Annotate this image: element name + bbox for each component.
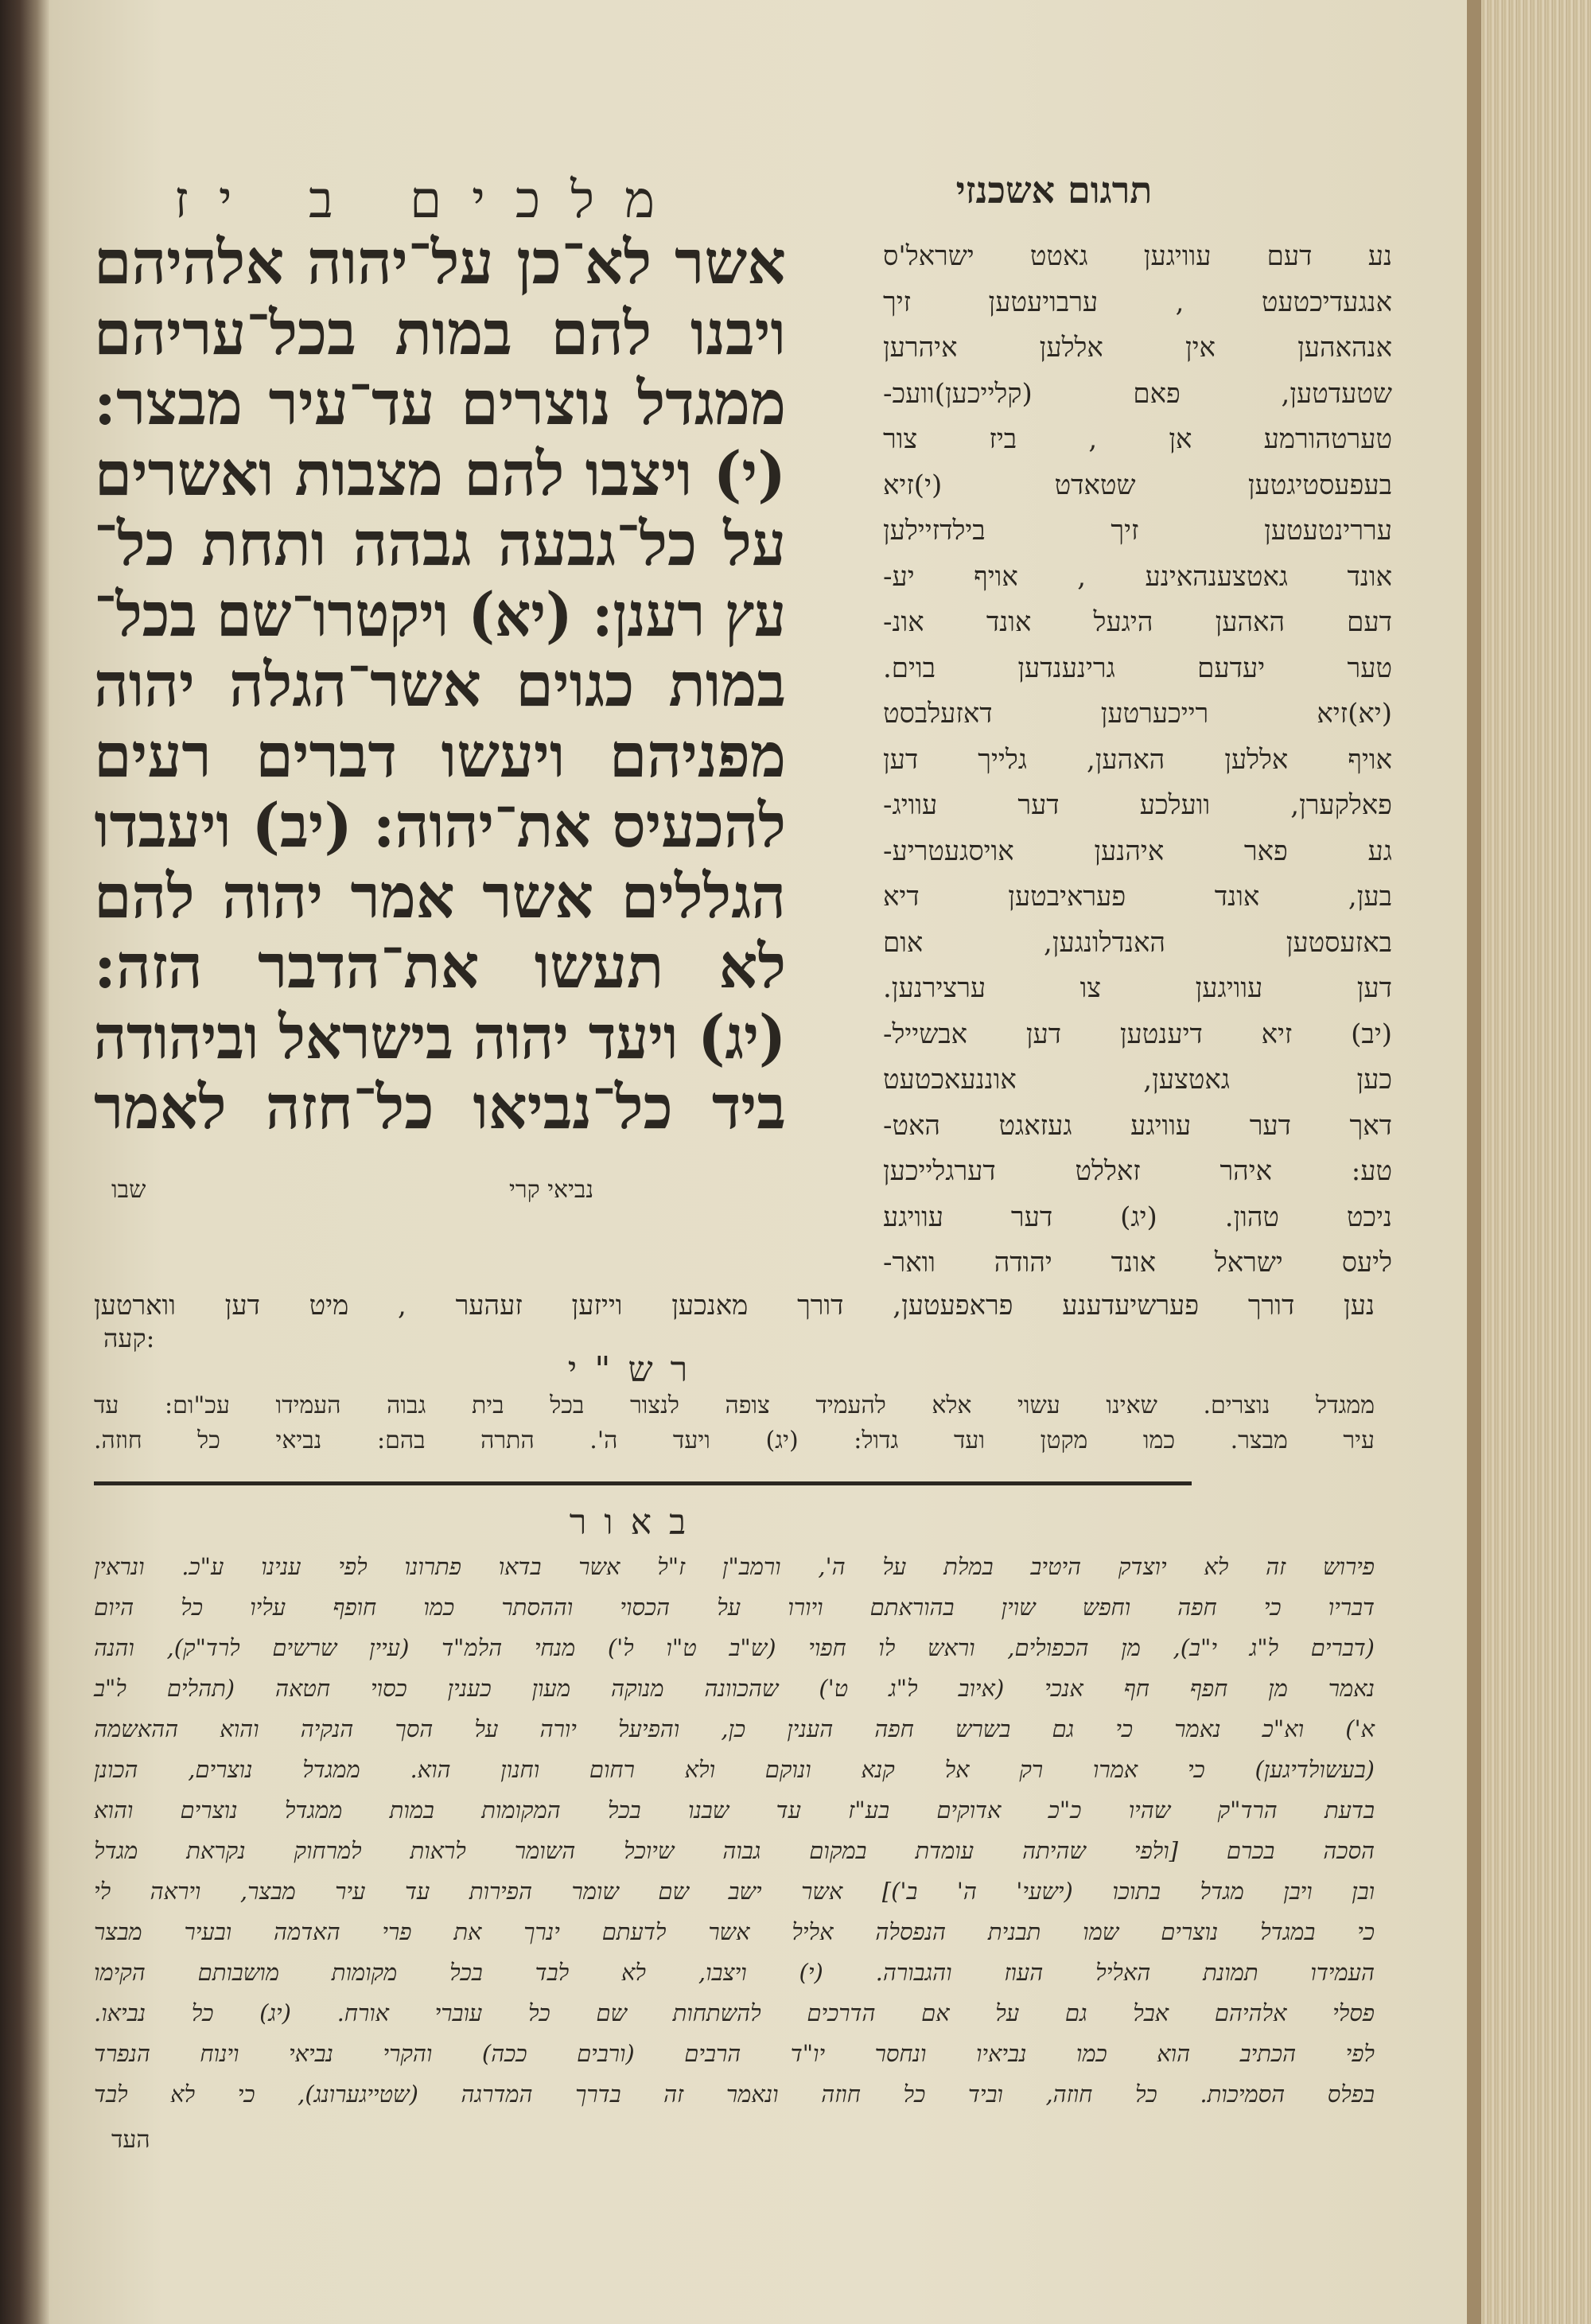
targum-line: עררינטעטען זיך בילדזיילען — [883, 515, 1392, 547]
verse-line: הגללים אשר אמר יהוה להם — [94, 860, 786, 932]
targum-line: דען עוויגען צו ערצירנען. — [883, 972, 1392, 1004]
biur-line: בפלס הסמיכות. כל חוזה, וביד כל חוזה ונאמר זה בדרך המדרגה (שטייגערונג), כי לא לבד — [94, 2081, 1375, 2108]
targum-line: נע דעם עוויגען גאטט ישראל'ס — [883, 240, 1392, 272]
section-divider — [94, 1481, 1192, 1485]
verse-line: (י) ויצבו להם מצבות ואשרים — [94, 438, 787, 509]
targum-line: כען גאטצען, אוננעאכטעט — [883, 1064, 1392, 1096]
biur-line: (בעשולדיגען) כי אמרו רק אל קנא ונוקם ולא רחום וחנון הוא. ממגדל נוצרים, הכונן — [94, 1756, 1375, 1783]
catchword-biur: העד — [111, 2126, 150, 2154]
targum-line: פאלקערן, וועלכע דער עוויג- — [883, 789, 1392, 821]
targum-line: אויף אללען האהען, גלייך דען — [883, 743, 1392, 776]
verse-line: להכעיס את־יהוה: (יב) ויעבדו — [94, 790, 786, 861]
biur-line: ובן ויבן מגדל בתוכו (ישעי' ה' ב')] אשר ישב שם שומר הפירות עד עיר מבצר, ויראה לי — [94, 1878, 1375, 1905]
keri-note: נביאי קרי — [509, 1176, 594, 1204]
biur-line: בדעת הרד"ק שהיו כ"כ אדוקים בע"ז עד שבנו בכל המקומות במות ממגדל נוצרים והוא — [94, 1797, 1375, 1824]
running-head-book: מלכים ב יז — [173, 171, 686, 230]
book-spine-shadow — [0, 0, 49, 2324]
biur-line: פירוש זה לא יוצדק היטיב במלת על ה', ורמב"ן ז"ל אשר בדאו פתרונו לפי ענינו ע"כ. ונראין — [94, 1553, 1375, 1580]
biur-line: נאמר מן חפף חף אנכי (איוב ל"ג ט') שהכוונה מנוקה מעון כענין כסוי חטאה (תהלים ל"ב — [94, 1675, 1375, 1702]
targum-line: באזעסטען האנדלונגען, אום — [883, 926, 1392, 959]
verse-line: לא תעשו את־הדבר הזה: — [94, 931, 786, 1002]
targum-line: אנגעדיכטעט , ערבויעטען זיך — [883, 286, 1392, 318]
page-edges — [1467, 0, 1591, 2324]
targum-line: שטעדטען, פאם (קלייכען)וועכ- — [883, 377, 1392, 410]
targum-line: (יב) זיא דיענטען דען אבשייל- — [883, 1018, 1392, 1050]
targum-continuation-line: נען דורך פערשיעדענע פראפעטען, דורך מאנכען וייזען זעהער , מיט דען ווארטען — [94, 1290, 1375, 1322]
targum-line: טערטהורמע אן , ביז צור — [883, 423, 1392, 455]
targum-line: (יא)זיא רייכערטען דאזעלבסט — [883, 698, 1392, 730]
rashi-title: רש"י — [567, 1349, 706, 1390]
verse-line: (יג) ויעד יהוה בישראל וביהודה — [93, 1001, 787, 1072]
biur-line: דבריו כי חפה וחפש שוין בהוראתם ויורו על הכסוי וההסתר כמו חופף עליו כל היום — [94, 1594, 1375, 1621]
verse-line: על כל־גבעה גבהה ותחת כל־ — [94, 508, 786, 579]
verse-line: ביד כל־נביאו כל־חזה לאמר — [94, 1072, 786, 1143]
targum-line: טע: איהר זאללט דערגלייכען — [883, 1155, 1392, 1187]
verse-line: ויבנו להם במות בכל־עריהם — [94, 297, 786, 368]
targum-line: בעפעסטיגטען שטאדט (י)זיא — [883, 469, 1392, 501]
targum-continuation-end: קעה: — [103, 1323, 155, 1353]
targum-line: טער יעדעם גרינענדען בוים. — [883, 652, 1392, 684]
targum-line: ליעס ישראל אונד יהודה וואר- — [883, 1247, 1392, 1279]
biur-line: העמידו תמונת האליל העוז והגבורה. (י) ויצבו, לא לבד בכל מקומות מושבותם הקימו — [94, 1959, 1375, 1986]
targum-line: גע פאר איהנען אויסגעטריע- — [883, 835, 1392, 867]
targum-line: בען, אונד פעראיבטען דיא — [883, 881, 1392, 913]
targum-line: אנהאהען אין אללען איהרען — [883, 332, 1392, 364]
verse-line: במות כגוים אשר־הגלה יהוה — [94, 649, 786, 720]
biur-line: (דברים ל"ג י"ב), מן הכפולים, וראש לו חפוי (ש"ב ט"ו ל') מנחי הלמ"ד (עיין שרשים לרד"ק), והנה — [94, 1634, 1375, 1661]
biur-title: באור — [569, 1502, 704, 1543]
biur-line: כי במגדל נוצרים שמו תבנית הנפסלה אליל אשר לדעתם ינרך את פרי האדמה ובעיר מבצר — [94, 1918, 1375, 1945]
verse-line: מפניהם ויעשו דברים רעים — [94, 719, 786, 791]
catchword-main: שבו — [111, 1176, 146, 1204]
targum-line: דעם האהען היגעל אונד אונ- — [883, 606, 1392, 638]
verse-line: ממגדל נוצרים עד־עיר מבצר: — [94, 368, 786, 438]
rashi-line: ממגדל נוצרים. שאינו עשוי אלא להעמיד צופה לנצור בכל בית גבוה העמידו עכ"ום: עד — [94, 1392, 1375, 1419]
targum-line: ניכט טהון. (יג) דער עוויגע — [883, 1201, 1392, 1233]
targum-line: אונד גאטצענהאינע , אויף יע- — [883, 560, 1392, 593]
targum-line: דאך דער עוויגע געזאגט האט- — [883, 1109, 1392, 1142]
rashi-line: עיר מבצר. כמו מקטן ועד גדול: (יג) ויעד ה'. התרה בהם: נביאי כל חוזה. — [94, 1427, 1375, 1454]
biur-line: פסלי אלהיהם אבל גם על אם הדרכים להשתחות שם כל עוברי אורח. (יג) כל נביאו. — [94, 1999, 1375, 2026]
verse-line: עץ רענן: (יא) ויקטרו־שם בכל־ — [94, 578, 787, 650]
running-head-targum: תרגום אשכנזי — [955, 169, 1153, 212]
verse-line: אשר לא־כן על־יהוה אלהיהם — [94, 227, 786, 298]
biur-line: לפי הכתיב הוא כמו נביאיו ונחסר יו"ד הרבים (ורבים ככה) והקרי נביאי וינוח הנפרד — [94, 2040, 1375, 2067]
biur-line: הסכה בכרם [ולפי שהיתה עומדת במקום גבוה שיוכל השומר לראות למרחוק נקראת מגדל — [94, 1837, 1375, 1864]
biur-line: א') וא"כ נאמר כי גם בשרש חפה הענין כן, והפיעל יורה על הסך הנקיה והוא ההאשמה — [94, 1715, 1375, 1742]
